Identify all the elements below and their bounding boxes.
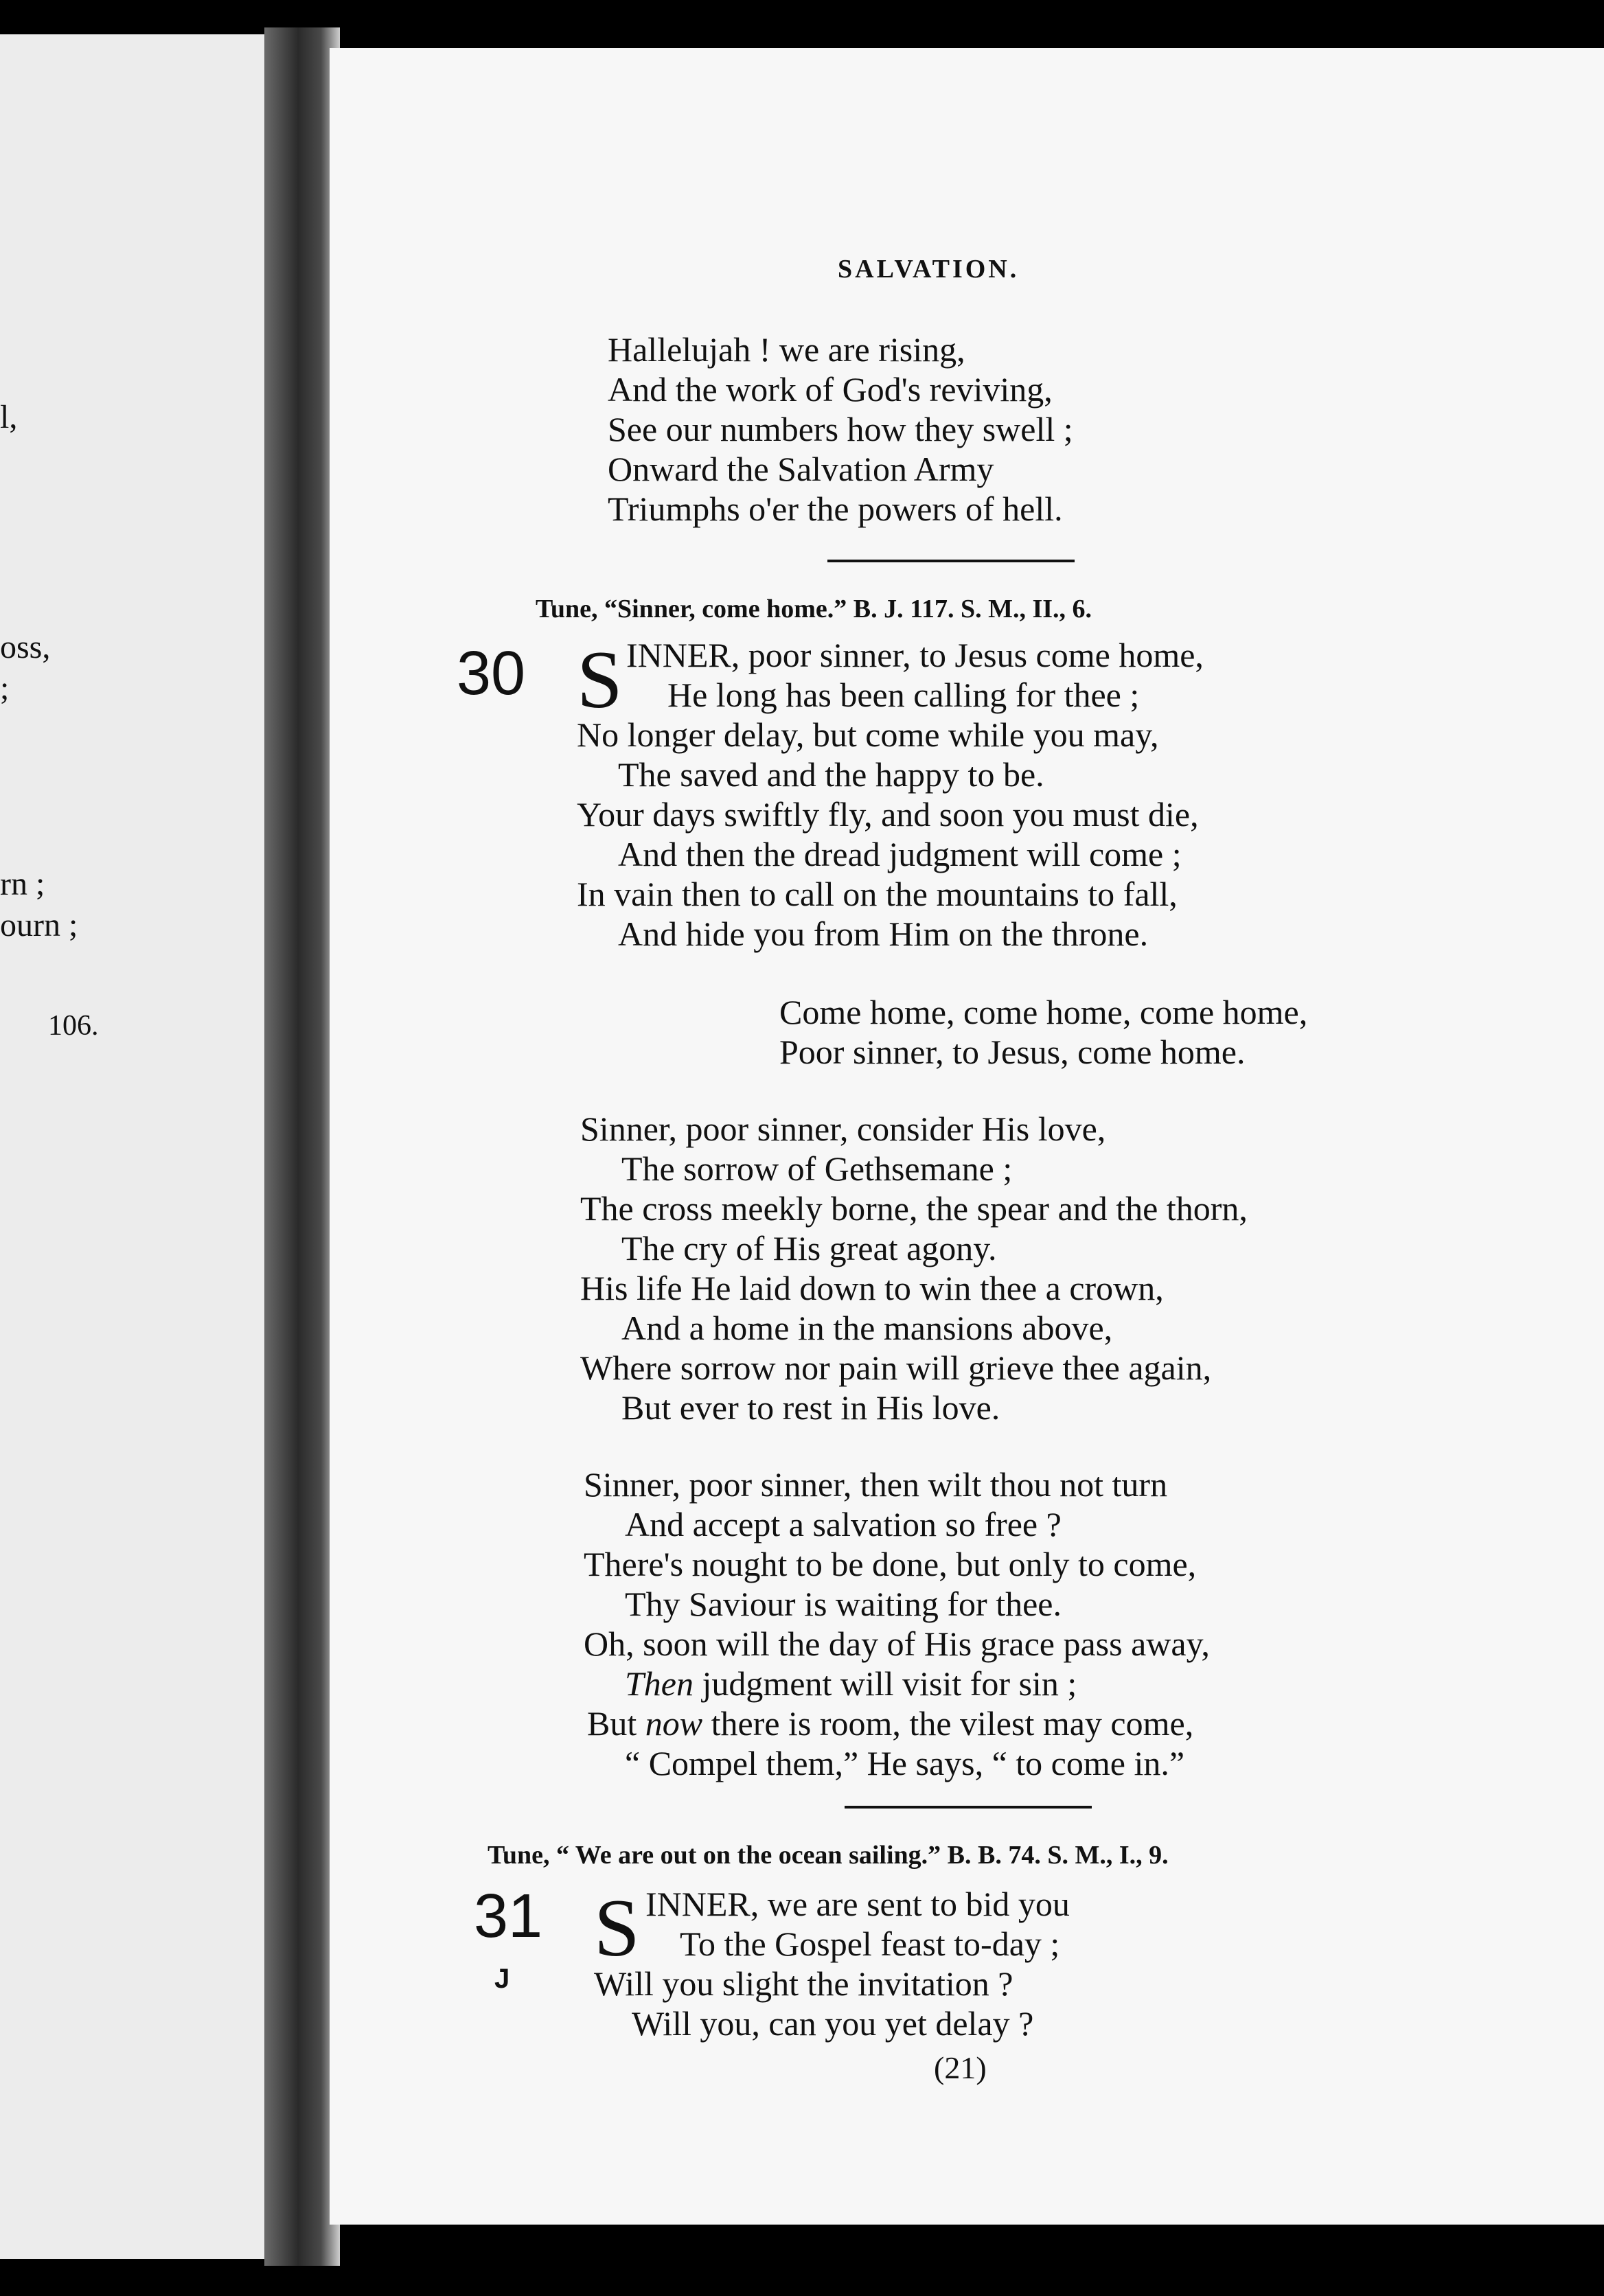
verse-line: His life He laid down to win thee a crown, [580,1269,1164,1307]
verse-line [587,1703,1193,1743]
right-page [330,48,1604,2225]
drop-cap: S [577,634,623,725]
verse-line: And the work of God's reviving, [608,370,1053,409]
verse-line: Oh, soon will the day of His grace pass away, [584,1625,1210,1663]
book-gutter [264,27,340,2266]
signature-mark: J [494,1964,510,1994]
italic-word: Then [625,1664,694,1703]
verse-line: Will you slight the invitation ? [594,1964,1013,2003]
verse-line: And accept a salvation so free ? [625,1505,1062,1543]
verse-line: The cross meekly borne, the spear and the thorn, [580,1189,1248,1228]
drop-cap: S [594,1882,640,1973]
left-fragment: l, [0,399,18,435]
verse-line: Sinner, poor sinner, then wilt thou not turn [584,1465,1168,1504]
chorus-line: Come home, come home, come home, [779,993,1308,1031]
verse-line: Onward the Salvation Army [608,450,994,488]
italic-word: now [645,1704,703,1743]
verse-line: He long has been calling for thee ; [667,676,1140,714]
verse-line: “ Compel them,” He says, “ to come in.” [625,1744,1185,1782]
left-fragment: 106. [48,1010,99,1042]
verse-line: Will you, can you yet delay ? [632,2004,1034,2043]
verse-line: Your days swiftly fly, and soon you must die, [577,795,1199,834]
verse-line: There's nought to be done, but only to come, [584,1545,1197,1583]
verse-line: To the Gospel feast to-day ; [680,1925,1060,1963]
verse-line: Where sorrow nor pain will grieve thee again, [580,1348,1212,1387]
divider-rule [827,560,1075,562]
tune-line: Tune, “ We are out on the ocean sailing.” B. B. 74. S. M., I., 9. [488,1841,1169,1870]
verse-line-word: But [587,1704,637,1743]
left-fragment: rn ; [0,866,45,902]
verse-line: The saved and the happy to be. [618,755,1044,794]
tune-line: Tune, “Sinner, come home.” B. J. 117. S. M., II., 6. [536,595,1092,623]
left-fragment: oss, [0,629,51,665]
hymn-number: 30 [457,639,526,708]
verse-line: In vain then to call on the mountains to fall, [577,875,1178,913]
verse-line: And then the dread judgment will come ; [618,835,1182,873]
verse-line: The cry of His great agony. [621,1229,997,1267]
verse-line: The sorrow of Gethsemane ; [621,1149,1013,1188]
left-fragment: ; [0,670,10,707]
left-page [0,34,268,2259]
verse-line [625,1664,1077,1703]
divider-rule [845,1806,1092,1809]
verse-line: INNER, we are sent to bid you [645,1885,1070,1923]
verse-line: And hide you from Him on the throne. [618,915,1149,953]
hymn-number: 31 [474,1882,543,1951]
verse-line: Thy Saviour is waiting for thee. [625,1585,1062,1623]
verse-line: And a home in the mansions above, [621,1309,1113,1347]
verse-line-text: there is room, the vilest may come, [711,1704,1194,1743]
verse-line-text: judgment will visit for sin ; [702,1664,1077,1703]
verse-line: INNER, poor sinner, to Jesus come home, [626,636,1204,674]
verse-line: Hallelujah ! we are rising, [608,330,965,369]
page-number: (21) [934,2050,987,2085]
verse-line: Sinner, poor sinner, consider His love, [580,1110,1106,1148]
verse-line: See our numbers how they swell ; [608,410,1073,448]
verse-line: Triumphs o'er the powers of hell. [608,490,1063,528]
left-fragment: ourn ; [0,907,78,943]
chorus-line: Poor sinner, to Jesus, come home. [779,1033,1246,1071]
verse-line: No longer delay, but come while you may, [577,715,1159,754]
page-header: SALVATION. [838,255,1020,284]
verse-line: But ever to rest in His love. [621,1388,1000,1427]
